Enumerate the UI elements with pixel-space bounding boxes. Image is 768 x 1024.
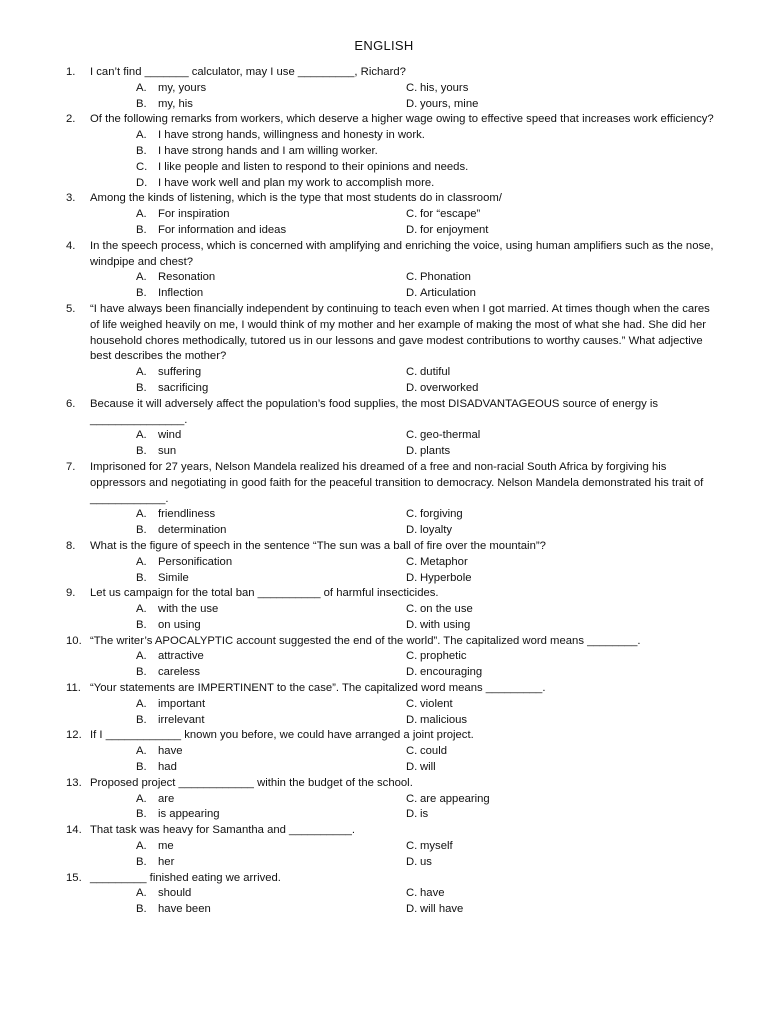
choice-d: D. is [406, 808, 429, 821]
choice-d: D. with using [406, 618, 471, 631]
choice-b: B. have been [136, 903, 211, 916]
choice-a: A. I have strong hands, willingness and honesty in work. [136, 129, 425, 142]
question-text: Proposed project ____________ within the budget of the school. [90, 776, 413, 789]
choice-c: C. dutiful [406, 366, 451, 379]
answer-choices [0, 744, 768, 776]
choice-d: D. overworked [406, 381, 479, 394]
question-text: Because it will adversely affect the population’s food supplies, the most DISADVANTAGEOUS source of energy is _______________. [90, 397, 659, 426]
question-item [0, 634, 768, 681]
choice-b: B. Inflection [136, 287, 204, 300]
choice-a: A. Personification [136, 555, 233, 568]
choice-d: D. loyalty [406, 524, 453, 537]
question-number: 7. [66, 460, 76, 473]
choice-c: C. prophetic [406, 650, 467, 663]
choice-c: C. myself [406, 840, 453, 853]
answer-choices [0, 207, 768, 239]
answer-choices [0, 555, 768, 587]
answer-choices [0, 507, 768, 539]
choice-a: A. my, yours [136, 81, 207, 94]
question-number: 8. [66, 539, 76, 552]
question-number: 10. [66, 634, 82, 647]
question-item [0, 397, 768, 460]
question-list [0, 65, 768, 918]
choice-b: B. Simile [136, 571, 189, 584]
answer-choices [0, 649, 768, 681]
choice-c: C. Metaphor [406, 555, 468, 568]
question-number: 13. [66, 776, 82, 789]
choice-b: B. determination [136, 524, 227, 537]
question-number: 2. [66, 113, 76, 126]
choice-a: A. have [136, 745, 183, 758]
question-text: Let us campaign for the total ban __________ of harmful insecticides. [90, 587, 439, 600]
question-text: “Your statements are IMPERTINENT to the case”. The capitalized word means _________. [90, 682, 546, 695]
question-item [0, 728, 768, 775]
question-item [0, 239, 768, 302]
question-item [0, 302, 768, 397]
question-number: 9. [66, 587, 76, 600]
answer-choices [0, 886, 768, 918]
question-text: In the speech process, which is concerned with amplifying and enriching the voice, using human amplifiers such as the nose, windpipe and chest? [90, 239, 714, 268]
question-item [0, 539, 768, 586]
question-text: Of the following remarks from workers, which deserve a higher wage owing to effective speed that increases work efficiency? [90, 113, 714, 126]
choice-d: D. Hyperbole [406, 571, 472, 584]
question-text: I can’t find _______ calculator, may I use _________, Richard? [90, 66, 406, 78]
answer-choices [0, 839, 768, 871]
choice-d: D. encouraging [406, 666, 483, 679]
answer-choices [0, 270, 768, 302]
choice-a: A. wind [136, 429, 182, 442]
choice-d: D. yours, mine [406, 97, 479, 110]
question-text: Among the kinds of listening, which is the type that most students do in classroom/ [90, 192, 502, 205]
question-number: 3. [66, 192, 76, 205]
choice-b: B. had [136, 761, 177, 774]
choice-d: D. will [406, 761, 436, 774]
choice-b: B. For information and ideas [136, 223, 287, 236]
choice-c: C. I like people and listen to respond to their opinions and needs. [136, 160, 469, 173]
answer-choices [0, 81, 768, 113]
question-text: _________ finished eating we arrived. [90, 871, 281, 884]
choice-c: C. his, yours [406, 81, 469, 94]
choice-b: B. irrelevant [136, 713, 205, 726]
choice-a: A. suffering [136, 366, 202, 379]
question-number: 5. [66, 302, 76, 315]
choice-a: A. For inspiration [136, 208, 230, 221]
choice-c: C. have [406, 887, 445, 900]
answer-choices [0, 365, 768, 397]
choice-b: B. I have strong hands and I am willing worker. [136, 144, 378, 157]
choice-b: B. sacrificing [136, 381, 209, 394]
answer-choices [0, 128, 768, 191]
choice-b: B. my, his [136, 97, 193, 110]
choice-c: C. violent [406, 697, 453, 710]
answer-choices [0, 428, 768, 460]
choice-c: C. are appearing [406, 792, 490, 805]
question-number: 1. [66, 66, 76, 78]
page-title: ENGLISH [354, 38, 414, 53]
question-text: That task was heavy for Samantha and __________. [90, 824, 356, 837]
choice-d: D. malicious [406, 713, 468, 726]
choice-a: A. Resonation [136, 271, 216, 284]
answer-choices [0, 792, 768, 824]
question-item [0, 871, 768, 918]
choice-c: C. forgiving [406, 508, 463, 521]
choice-b: B. on using [136, 618, 201, 631]
question-item [0, 823, 768, 870]
question-number: 15. [66, 871, 82, 884]
question-text: “I have always been financially independent by continuing to teach even when I got married. At times though when the cares of life weighed heavily on me, I would think of my mother and her example of making the most of what she had. She did her household chores methodically, tutored us in our lessons and gave modest contributions to worthy causes.” What adjective best describes the mother? [90, 302, 710, 363]
choice-d: D. for enjoyment [406, 223, 489, 236]
choice-b: B. her [136, 855, 175, 868]
answer-choices [0, 602, 768, 634]
choice-d: D. us [406, 855, 432, 868]
choice-d: D. I have work well and plan my work to accomplish more. [136, 176, 435, 189]
choice-c: C. for “escape” [406, 208, 481, 221]
question-item [0, 460, 768, 539]
question-text: If I ____________ known you before, we could have arranged a joint project. [90, 729, 474, 742]
choice-b: B. sun [136, 445, 177, 458]
choice-a: A. friendliness [136, 508, 216, 521]
choice-c: C. geo-thermal [406, 429, 481, 442]
choice-b: B. is appearing [136, 808, 220, 821]
question-number: 4. [66, 239, 76, 252]
choice-d: D. Articulation [406, 287, 476, 300]
choice-a: A. attractive [136, 650, 204, 663]
choice-c: C. could [406, 745, 448, 758]
choice-b: B. careless [136, 666, 201, 679]
question-item [0, 586, 768, 633]
question-text: Imprisoned for 27 years, Nelson Mandela realized his dreamed of a free and non-racial South Africa by forgiving his oppressors and negotiating in good faith for the peaceful transition to democracy. Nelson Mandela demonstrated his trait of ____________. [90, 460, 704, 505]
choice-c: C. on the use [406, 603, 473, 616]
choice-a: A. should [136, 887, 192, 900]
choice-c: C. Phonation [406, 271, 471, 284]
question-number: 12. [66, 729, 82, 742]
choice-a: A. me [136, 840, 174, 853]
choice-a: A. with the use [136, 603, 219, 616]
question-item [0, 681, 768, 728]
answer-choices [0, 697, 768, 729]
choice-a: A. important [136, 697, 206, 710]
question-item [0, 112, 768, 191]
question-number: 14. [66, 824, 82, 837]
question-item [0, 65, 768, 112]
choice-d: D. will have [406, 903, 464, 916]
question-number: 11. [66, 682, 81, 695]
question-item [0, 191, 768, 238]
question-item [0, 776, 768, 823]
question-text: What is the figure of speech in the sentence “The sun was a ball of fire over the mountain”? [90, 539, 546, 552]
question-text: “The writer’s APOCALYPTIC account suggested the end of the world”. The capitalized word means ________. [90, 634, 641, 647]
choice-a: A. are [136, 792, 175, 805]
choice-d: D. plants [406, 445, 451, 458]
question-number: 6. [66, 397, 76, 410]
